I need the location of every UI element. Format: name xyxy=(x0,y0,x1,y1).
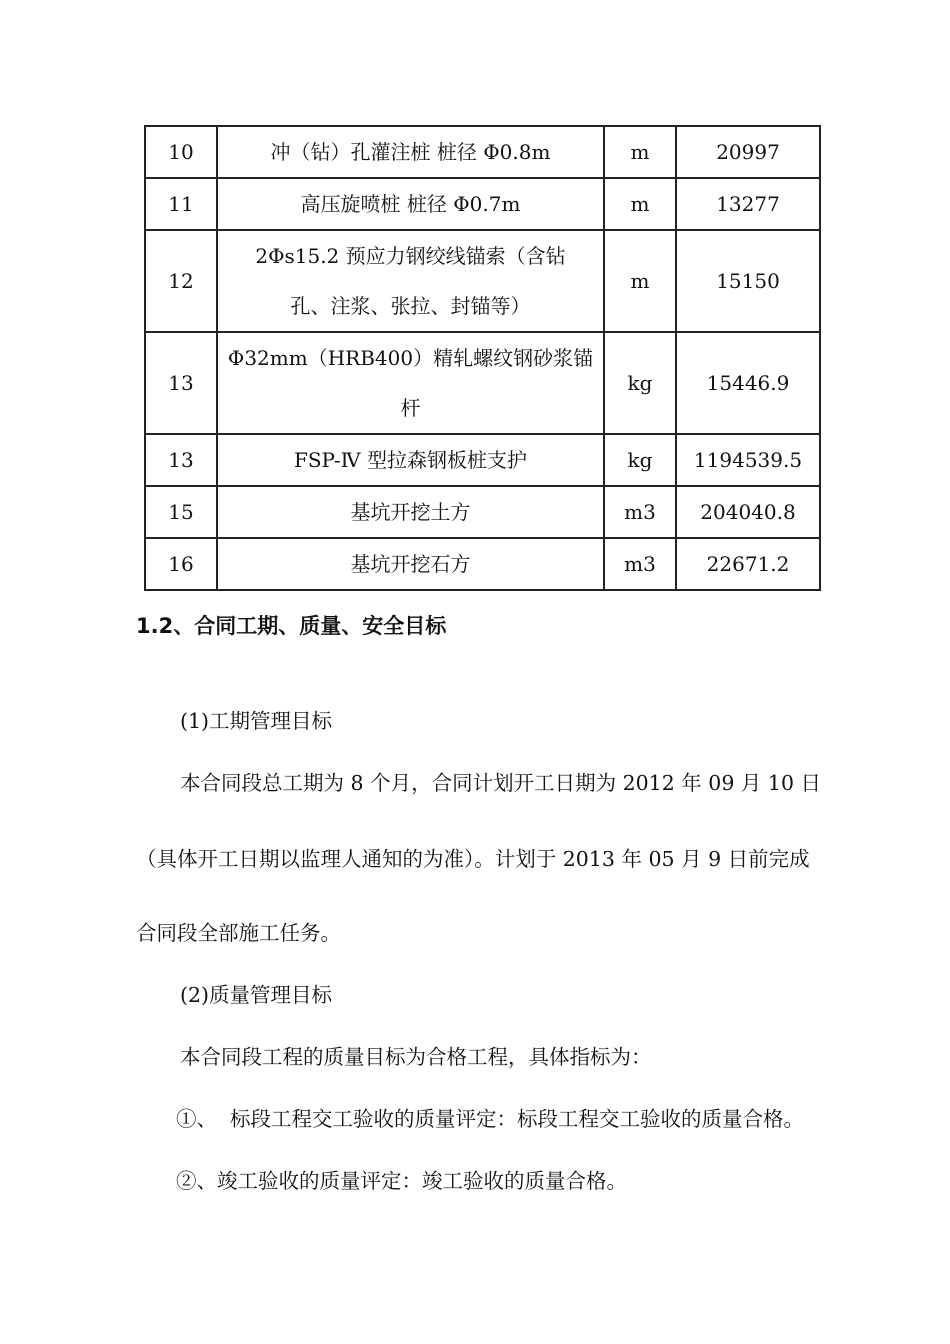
item-name xyxy=(217,332,604,434)
row-number: 10 xyxy=(145,126,217,178)
item-name-line: Φ32mm（HRB400）精轧螺纹钢砂浆锚 xyxy=(227,346,594,370)
paragraph-line: 合同段全部施工任务。 xyxy=(136,921,341,945)
quantity: 22671.2 xyxy=(676,538,820,590)
unit: m xyxy=(604,126,676,178)
row-number: 16 xyxy=(145,538,217,590)
item-name: FSP-Ⅳ 型拉森钢板桩支护 xyxy=(217,434,604,486)
section-heading: 1.2、合同工期、质量、安全目标 xyxy=(136,614,447,638)
item-name-line: 2Φs15.2 预应力钢绞线锚索（含钻 xyxy=(255,244,566,268)
table-row xyxy=(145,434,820,486)
unit: m xyxy=(604,230,676,332)
row-number: 13 xyxy=(145,332,217,434)
paragraph-line: 本合同段总工期为 8 个月，合同计划开工日期为 2012 年 09 月 10 日 xyxy=(180,771,822,795)
unit: m3 xyxy=(604,486,676,538)
row-number: 13 xyxy=(145,434,217,486)
table-row xyxy=(145,178,820,230)
row-number: 15 xyxy=(145,486,217,538)
table-row xyxy=(145,486,820,538)
quantity: 1194539.5 xyxy=(676,434,820,486)
subheading-schedule: (1)工期管理目标 xyxy=(180,709,333,733)
unit: kg xyxy=(604,332,676,434)
quantity: 15446.9 xyxy=(676,332,820,434)
quantity-table xyxy=(144,125,821,591)
unit: m xyxy=(604,178,676,230)
paragraph-line: 本合同段工程的质量目标为合格工程，具体指标为： xyxy=(180,1045,652,1069)
item-name-line: 杆 xyxy=(400,396,421,420)
item-name xyxy=(217,230,604,332)
item-name: 基坑开挖石方 xyxy=(217,538,604,590)
item-name: 冲（钻）孔灌注桩 桩径 Φ0.8m xyxy=(217,126,604,178)
quantity: 13277 xyxy=(676,178,820,230)
item-name-line: 孔、注浆、张拉、封锚等） xyxy=(290,294,531,318)
row-number: 11 xyxy=(145,178,217,230)
quantity: 20997 xyxy=(676,126,820,178)
list-item: ①、 标段工程交工验收的质量评定：标段工程交工验收的质量合格。 xyxy=(176,1107,805,1131)
item-name: 基坑开挖土方 xyxy=(217,486,604,538)
unit: m3 xyxy=(604,538,676,590)
quantity: 15150 xyxy=(676,230,820,332)
unit: kg xyxy=(604,434,676,486)
row-number: 12 xyxy=(145,230,217,332)
quantity: 204040.8 xyxy=(676,486,820,538)
table-row xyxy=(145,230,820,332)
paragraph-line: （具体开工日期以监理人通知的为准）。计划于 2013 年 05 月 9 日前完成 xyxy=(136,847,810,871)
table-row xyxy=(145,332,820,434)
item-name: 高压旋喷桩 桩径 Φ0.7m xyxy=(217,178,604,230)
list-item: ②、竣工验收的质量评定：竣工验收的质量合格。 xyxy=(176,1169,627,1193)
subheading-quality: (2)质量管理目标 xyxy=(180,983,333,1007)
table-row xyxy=(145,126,820,178)
table-row xyxy=(145,538,820,590)
